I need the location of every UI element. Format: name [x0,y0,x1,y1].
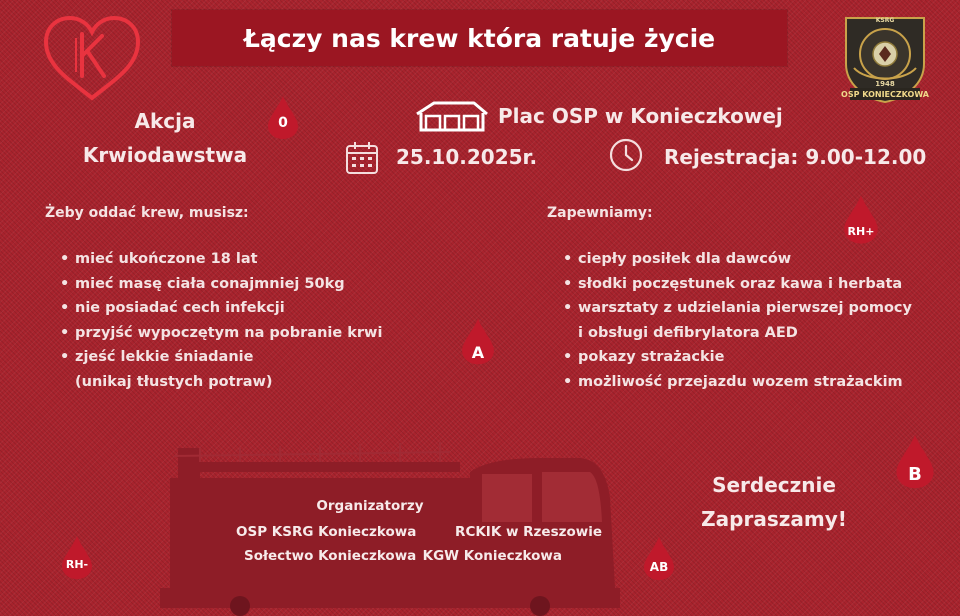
organizers-title: Organizatorzy [316,498,424,514]
registration-hours: Rejestracja: 9.00-12.00 [664,145,927,169]
offer-list [563,247,953,394]
clock-icon [608,137,644,173]
drop-label-rh-minus: RH- [65,558,89,571]
blood-drop-icon [642,534,676,582]
organizer-item: Sołectwo Konieczkowa [244,548,417,564]
blood-drop-rh-plus [842,192,880,246]
organizer-item: RCKIK w Rzeszowie [455,524,602,540]
event-place: Plac OSP w Konieczkowej [498,104,783,128]
title-banner [172,10,787,66]
house-icon [414,100,490,132]
drop-label-rh-plus: RH+ [847,225,875,238]
heart-k-icon [40,14,144,102]
emblem-top-text: KSRG [875,17,895,24]
osp-emblem [836,12,934,106]
invitation-line1: Serdecznie [712,473,836,497]
emblem-year: 1948 [875,80,895,88]
blood-drop-b [894,430,936,492]
drop-label-ab: AB [649,560,669,574]
list-item: • ciepły posiłek dla dawców [563,251,792,267]
offer-title: Zapewniamy: [547,205,653,221]
blood-drop-ab [642,534,676,582]
organizers-row [220,548,562,564]
list-item-continuation: i obsługi defibrylatora AED [578,324,798,341]
list-item: • nie posiadać cech infekcji [60,300,285,316]
event-name [60,104,270,172]
list-item: • mieć ukończone 18 lat [60,251,258,267]
list-item: • zjeść lekkie śniadanie [60,349,254,365]
blood-drop-0 [266,94,300,140]
blood-drop-icon [60,530,94,584]
list-item-continuation: (unikaj tłustych potraw) [75,373,273,390]
emblem-name: OSP KONIECZKOWA [841,90,929,99]
event-name-line1: Akcja [134,109,196,133]
page-title: Łączy nas krew która ratuje życie [243,23,716,53]
drop-label-0: 0 [278,115,288,131]
requirements-list [60,247,480,394]
event-date: 25.10.2025r. [396,145,538,169]
organizers [220,498,602,564]
organizer-item: OSP KSRG Konieczkowa [236,524,417,540]
drop-label-b: B [908,464,922,485]
list-item: • pokazy strażackie [563,349,725,365]
list-item: • warsztaty z udzielania pierwszej pomocy [563,300,912,316]
drop-label-a: A [471,343,485,362]
list-item: • przyjść wypoczętym na pobranie krwi [60,324,383,341]
list-item: • możliwość przejazdu wozem strażackim [563,373,903,390]
calendar-icon [344,140,380,176]
organizers-row [220,524,602,540]
invitation [684,468,864,536]
list-item: • słodki poczęstunek oraz kawa i herbata [563,275,903,292]
list-item: • mieć masę ciała conajmniej 50kg [60,275,345,292]
organizer-item: KGW Konieczkowa [422,548,562,564]
event-name-line2: Krwiodawstwa [82,143,248,167]
blood-drop-rh-minus [60,530,94,584]
invitation-line2: Zapraszamy! [701,507,847,531]
requirements-title: Żeby oddać krew, musisz: [45,205,249,221]
